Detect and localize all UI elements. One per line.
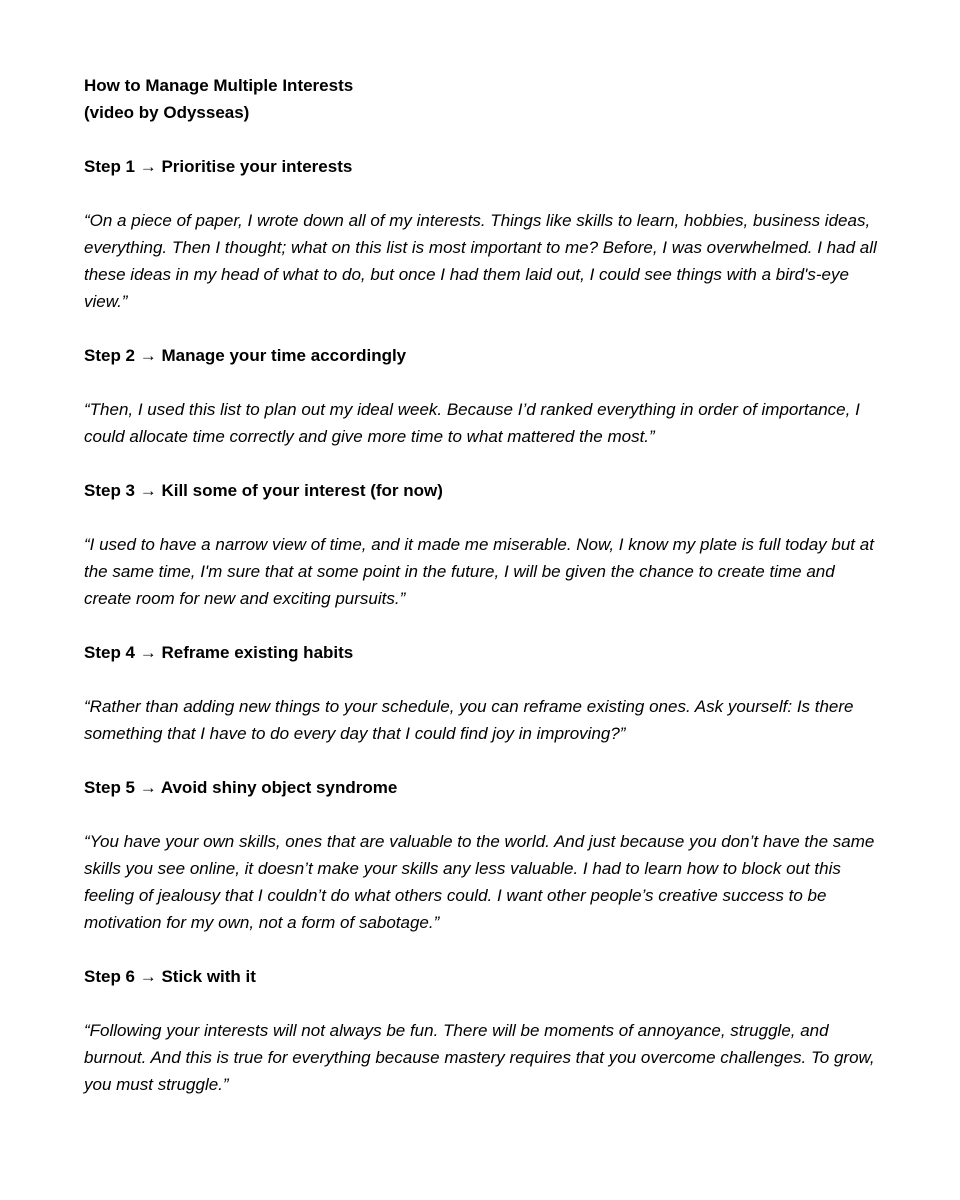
step-heading-4: Step 4 → Reframe existing habits bbox=[84, 643, 354, 662]
step-heading-1: Step 1 → Prioritise your interests bbox=[84, 157, 353, 176]
step-section-5 bbox=[84, 774, 877, 936]
step-quote-1: “On a piece of paper, I wrote down all of my interests. Things like skills to learn, hobbies, business ideas, everything. Then I thought; what on this list is most important to me? Before, I was overwhelmed. I had all these ideas in my head of what to do, but once I had them laid out, I could see things with a bird's-eye view.” bbox=[84, 211, 877, 311]
step-heading-6: Step 6 → Stick with it bbox=[84, 967, 256, 986]
step-section-2 bbox=[84, 342, 877, 450]
step-quote-6: “Following your interests will not always be fun. There will be moments of annoyance, struggle, and burnout. And this is true for everything because mastery requires that you overcome challenges. To grow, you must struggle.” bbox=[84, 1021, 875, 1094]
step-section-6 bbox=[84, 963, 877, 1098]
step-quote-3: “I used to have a narrow view of time, and it made me miserable. Now, I know my plate is full today but at the same time, I'm sure that at some point in the future, I will be given the chance to create time and create room for new and exciting pursuits.” bbox=[84, 535, 874, 608]
document-title-line-1: How to Manage Multiple Interests bbox=[84, 76, 354, 95]
step-quote-4: “Rather than adding new things to your schedule, you can reframe existing ones. Ask yourself: Is there something that I have to do every day that I could find joy in improving?” bbox=[84, 697, 854, 743]
step-section-4 bbox=[84, 639, 877, 747]
step-section-1 bbox=[84, 153, 877, 315]
step-heading-2: Step 2 → Manage your time accordingly bbox=[84, 346, 407, 365]
step-heading-5: Step 5 → Avoid shiny object syndrome bbox=[84, 778, 398, 797]
document-title bbox=[84, 72, 877, 126]
document-title-line-2: (video by Odysseas) bbox=[84, 103, 250, 122]
step-heading-3: Step 3 → Kill some of your interest (for now) bbox=[84, 481, 443, 500]
step-quote-5: “You have your own skills, ones that are valuable to the world. And just because you don’t have the same skills you see online, it doesn’t make your skills any less valuable. I had to learn how to block out this feeling of jealousy that I couldn’t do what others could. I want other people’s creative success to be motivation for my own, not a form of sabotage.” bbox=[84, 832, 875, 932]
step-section-3 bbox=[84, 477, 877, 612]
step-quote-2: “Then, I used this list to plan out my ideal week. Because I’d ranked everything in order of importance, I could allocate time correctly and give more time to what mattered the most.” bbox=[84, 400, 860, 446]
